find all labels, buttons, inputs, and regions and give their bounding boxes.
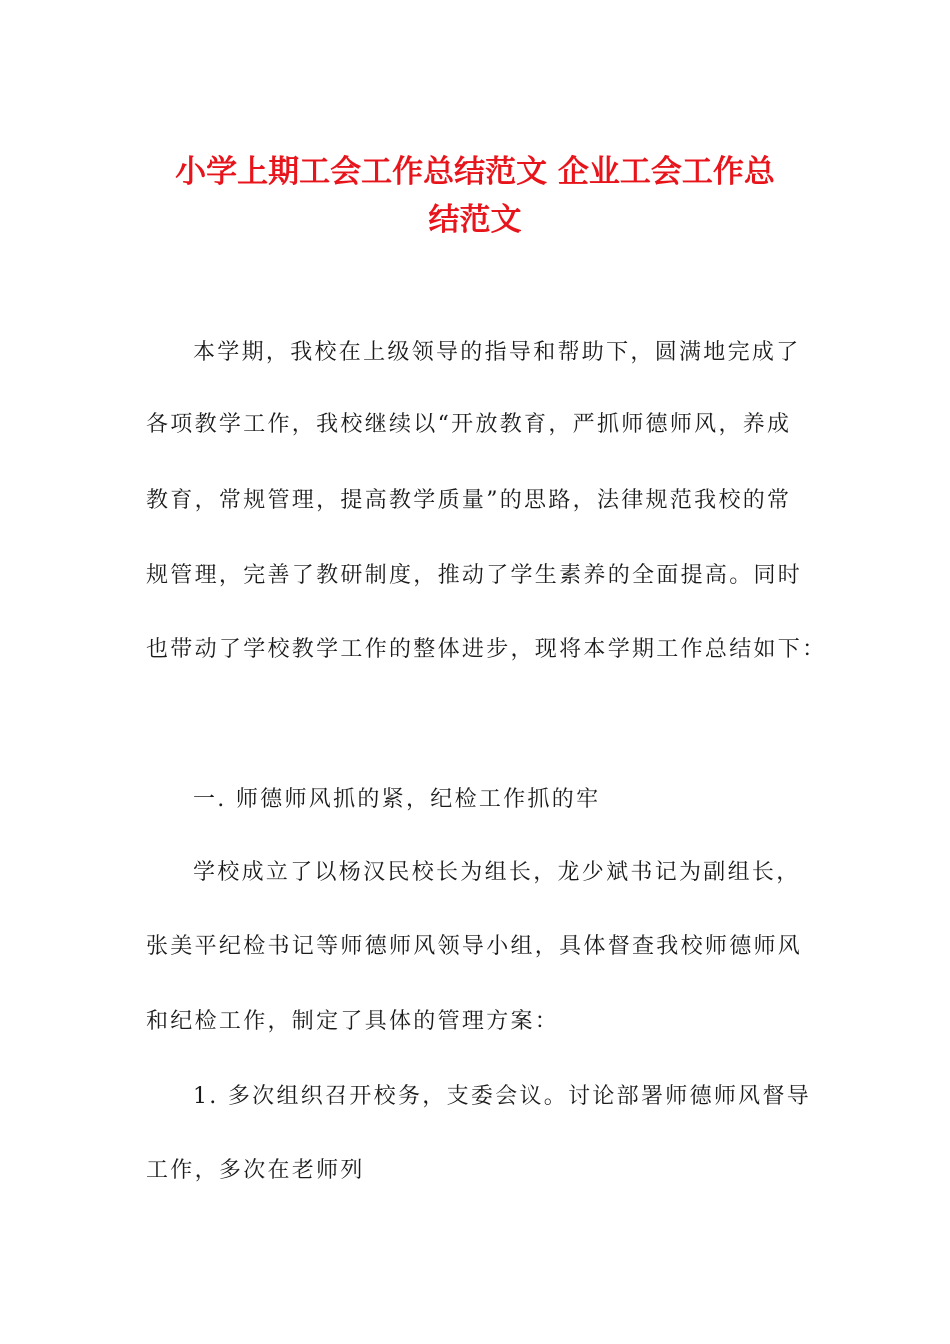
title-line-2: 结范文 — [428, 202, 522, 238]
paragraph-2-line-3: 和纪检工作，制定了具体的管理方案： — [146, 1009, 560, 1034]
paragraph-1-line-5: 也带动了学校教学工作的整体进步，现将本学期工作总结如下： — [146, 637, 827, 662]
paragraph-1-line-1: 本学期，我校在上级领导的指导和帮助下，圆满地完成了 — [193, 340, 801, 365]
paragraph-1-line-4: 规管理，完善了教研制度，推动了学生素养的全面提高。同时 — [146, 563, 803, 588]
paragraph-2-line-1: 学校成立了以杨汉民校长为组长，龙少斌书记为副组长， — [193, 860, 801, 885]
item-1-line-2: 工作，多次在老师列 — [146, 1158, 365, 1183]
paragraph-1-line-3: 教育，常规管理，提高教学质量”的思路，法律规范我校的常 — [146, 488, 792, 513]
item-1-line-1: 1. 多次组织召开校务，支委会议。讨论部署师德师风督导 — [193, 1084, 812, 1109]
document-title — [120, 148, 830, 244]
title-line-1: 小学上期工会工作总结范文 企业工会工作总 — [175, 154, 775, 190]
paragraph-1-line-2: 各项教学工作，我校继续以“开放教育，严抓师德师风，养成 — [146, 412, 792, 437]
section-1-heading: 一. 师德师风抓的紧，纪检工作抓的牢 — [193, 787, 601, 812]
paragraph-2-line-2: 张美平纪检书记等师德师风领导小组，具体督查我校师德师风 — [146, 934, 803, 959]
